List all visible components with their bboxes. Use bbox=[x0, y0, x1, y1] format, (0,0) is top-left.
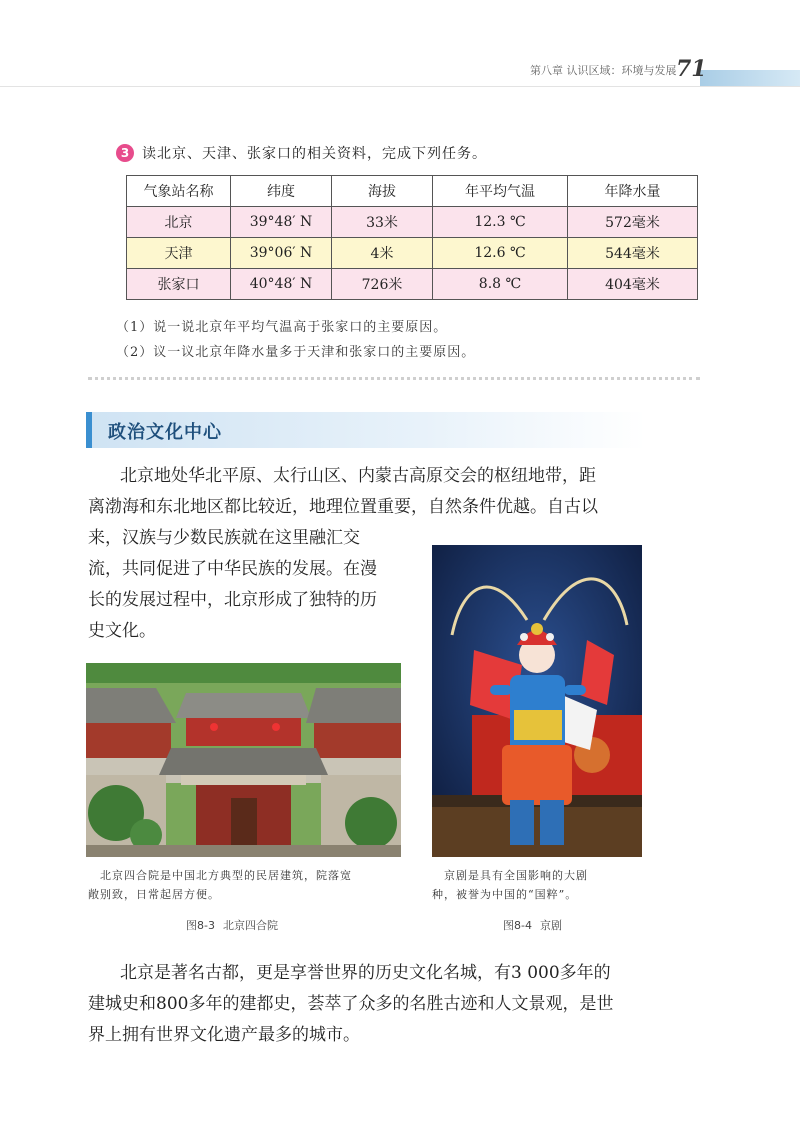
header-divider bbox=[0, 86, 800, 87]
paragraph-2-line: 建城史和800多年的建都史，荟萃了众多的名胜古迹和人文景观，是世 bbox=[88, 994, 614, 1014]
siheyuan-illustration bbox=[86, 663, 401, 857]
table-cell: 726米 bbox=[332, 269, 433, 300]
table-cell: 天津 bbox=[127, 238, 231, 269]
table-cell: 39°06′ N bbox=[231, 238, 332, 269]
figure-number: 图8-4 bbox=[503, 919, 532, 932]
paragraph-1-line: 长的发展过程中，北京形成了独特的历 bbox=[88, 590, 377, 610]
chapter-title: 第八章 认识区域：环境与发展 bbox=[530, 64, 677, 77]
table-cell: 4米 bbox=[332, 238, 433, 269]
header-accent-bar bbox=[700, 70, 800, 86]
table-row bbox=[127, 269, 698, 300]
table-cell: 张家口 bbox=[127, 269, 231, 300]
question-1: （1）说一说北京年平均气温高于张家口的主要原因。 bbox=[116, 320, 448, 335]
figure-title: 京剧 bbox=[539, 919, 562, 932]
figure-title: 北京四合院 bbox=[222, 919, 278, 932]
peking-opera-photo bbox=[432, 545, 642, 857]
question-2: （2）议一议北京年降水量多于天津和张家口的主要原因。 bbox=[116, 345, 476, 360]
paragraph-1-line: 流，共同促进了中华民族的发展。在漫 bbox=[88, 559, 377, 579]
section-title: 政治文化中心 bbox=[108, 422, 222, 443]
figure-8-4-caption: 种，被誉为中国的“国粹”。 bbox=[432, 888, 578, 901]
table-cell: 544毫米 bbox=[568, 238, 698, 269]
siheyuan-photo bbox=[86, 663, 401, 857]
table-row bbox=[127, 207, 698, 238]
paragraph-2-line: 界上拥有世界文化遗产最多的城市。 bbox=[88, 1025, 360, 1045]
weather-station-table bbox=[126, 175, 698, 300]
table-cell: 572毫米 bbox=[568, 207, 698, 238]
table-cell: 39°48′ N bbox=[231, 207, 332, 238]
paragraph-1-line: 来，汉族与少数民族就在这里融汇交 bbox=[88, 528, 360, 548]
table-header-cell: 年降水量 bbox=[568, 176, 698, 207]
table-cell: 12.3 ℃ bbox=[433, 207, 568, 238]
paragraph-1-line: 离渤海和东北地区都比较近，地理位置重要，自然条件优越。自古以 bbox=[88, 497, 598, 517]
figure-8-3-caption: 北京四合院是中国北方典型的民居建筑，院落宽 bbox=[100, 869, 352, 882]
page-number: 71 bbox=[676, 56, 707, 82]
table-cell: 北京 bbox=[127, 207, 231, 238]
table-cell: 8.8 ℃ bbox=[433, 269, 568, 300]
figure-number: 图8-3 bbox=[186, 919, 215, 932]
task-prompt bbox=[116, 143, 487, 163]
figure-8-4-label bbox=[503, 917, 562, 933]
figure-8-4-caption: 京剧是具有全国影响的大剧 bbox=[444, 869, 588, 882]
table-cell: 12.6 ℃ bbox=[433, 238, 568, 269]
task-number-badge: 3 bbox=[116, 144, 134, 162]
table-cell: 40°48′ N bbox=[231, 269, 332, 300]
figure-8-3-label bbox=[186, 917, 278, 933]
table-row bbox=[127, 238, 698, 269]
table-cell: 404毫米 bbox=[568, 269, 698, 300]
paragraph-2-line: 北京是著名古都，更是享誉世界的历史文化名城，有3 000多年的 bbox=[120, 963, 611, 983]
figure-8-3-caption: 敞别致，日常起居方便。 bbox=[88, 888, 220, 901]
paragraph-1-line: 史文化。 bbox=[88, 621, 156, 641]
table-cell: 33米 bbox=[332, 207, 433, 238]
table-header-cell: 年平均气温 bbox=[433, 176, 568, 207]
table-header-row bbox=[127, 176, 698, 207]
peking-opera-illustration bbox=[432, 545, 642, 857]
paragraph-1-line: 北京地处华北平原、太行山区、内蒙古高原交会的枢纽地带，距 bbox=[120, 466, 596, 486]
task-text: 读北京、天津、张家口的相关资料，完成下列任务。 bbox=[142, 146, 487, 162]
section-heading-accent bbox=[86, 412, 92, 448]
table-header-cell: 气象站名称 bbox=[127, 176, 231, 207]
section-separator bbox=[88, 377, 700, 380]
table-header-cell: 海拔 bbox=[332, 176, 433, 207]
table-header-cell: 纬度 bbox=[231, 176, 332, 207]
